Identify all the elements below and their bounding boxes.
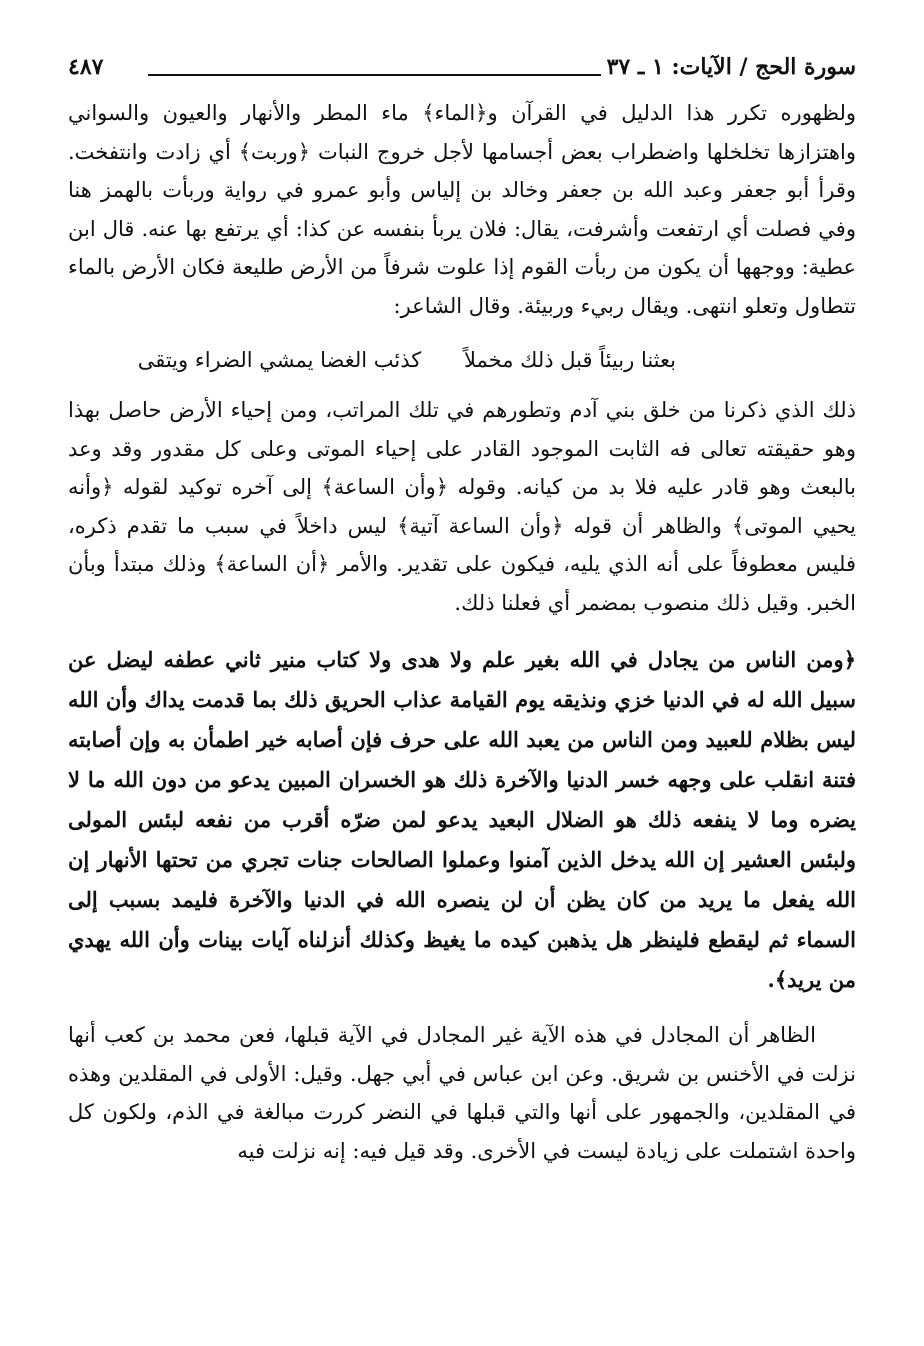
- header-rule: [148, 74, 601, 76]
- quran-passage: ﴿ومن الناس من يجادل في الله بغير علم ولا هدى ولا كتاب منير ثاني عطفه ليضل عن سبيل الله له في الدنيا خزي ونذيقه يوم القيامة عذاب الحريق ذلك بما قدمت يداك وأن الله ليس بظلام للعبيد ومن الناس من يعبد الله على حرف فإن أصابه خير اطمأن به وإن أصابته فتنة انقلب على وجهه خسر الدنيا والآخرة ذلك هو الخسران المبين يدعو من دون الله ما لا يضره وما لا ينفعه ذلك هو الضلال البعيد يدعو لمن ضرّه أقرب من نفعه لبئس المولى ولبئس العشير إن الله يدخل الذين آمنوا وعملوا الصالحات جنات تجري من تحتها الأنهار إن الله يفعل ما يريد من كان يظن أن لن ينصره الله في الدنيا والآخرة فليمد بسبب إلى السماء ثم ليقطع فلينظر هل يذهبن كيده ما يغيظ وكذلك أنزلناه آيات بينات وأن الله يهدي من يريد﴾.: [68, 647, 856, 992]
- commentary-paragraph-3: الظاهر أن المجادل في هذه الآية غير المجادل في الآية قبلها، فعن محمد بن كعب أنها نزلت في الأخنس بن شريق. وعن ابن عباس في أبي جهل. وقيل: الأولى في المقلدين وهذه في المقلدين، والجمهور على أنها والتي قبلها في النضر كررت مبالغة في الذم، ولكون كل واحدة اشتملت على زيادة ليست في الأخرى. وقد قيل فيه: إنه نزلت فيه: [68, 1023, 856, 1163]
- poetry-verse: [68, 341, 856, 379]
- verse-hemistich-1: بعثنا ربيئاً قبل ذلك مخملاً: [463, 348, 676, 372]
- page-header: [68, 50, 856, 90]
- page-number: ٤٨٧: [68, 54, 104, 80]
- book-page: [68, 50, 856, 1170]
- commentary-paragraph-1: ولظهوره تكرر هذا الدليل في القرآن و﴿الماء﴾ ماء المطر والأنهار والعيون والسواني واهتزازها تخلخلها واضطراب بعض أجسامها لأجل خروج النبات ﴿وربت﴾ أي زادت وانتفخت. وقرأ أبو جعفر وعبد الله بن جعفر وخالد بن إلياس وأبو عمرو في رواية وربأت بالهمز هنا وفي فصلت أي ارتفعت وأشرفت، يقال: فلان يربأ بنفسه عن كذا: أي يرتفع بها عنه. قال ابن عطية: ووجهها أن يكون من ربأت القوم إذا علوت شرفاً من الأرض طليعة فكان الأرض بالماء تتطاول وتعلو انتهى. ويقال ربيء وربيئة. وقال الشاعر:: [68, 101, 856, 318]
- commentary-paragraph-2: ذلك الذي ذكرنا من خلق بني آدم وتطورهم في تلك المراتب، ومن إحياء الأرض حاصل بهذا وهو حقيقته تعالى فه الثابت الموجود القادر على إحياء الموتى وعلى كل مقدور وقد وعد بالبعث وهو قادر عليه فلا بد من كيانه. وقوله ﴿وأن الساعة﴾ إلى آخره توكيد لقوله ﴿وأنه يحيي الموتى﴾ والظاهر أن قوله ﴿وأن الساعة آتية﴾ ليس داخلاً في سبب ما تقدم ذكره، فليس معطوفاً على أنه الذي يليه، فيكون على تقدير. والأمر ﴿أن الساعة﴾ وذلك مبتدأ وبأن الخبر. وقيل ذلك منصوب بمضمر أي فعلنا ذلك.: [68, 398, 856, 615]
- running-title: سورة الحج / الآيات: ١ ـ ٣٧: [606, 54, 856, 80]
- verse-hemistich-2: كذئب الغضا يمشي الضراء ويتقى: [137, 348, 422, 372]
